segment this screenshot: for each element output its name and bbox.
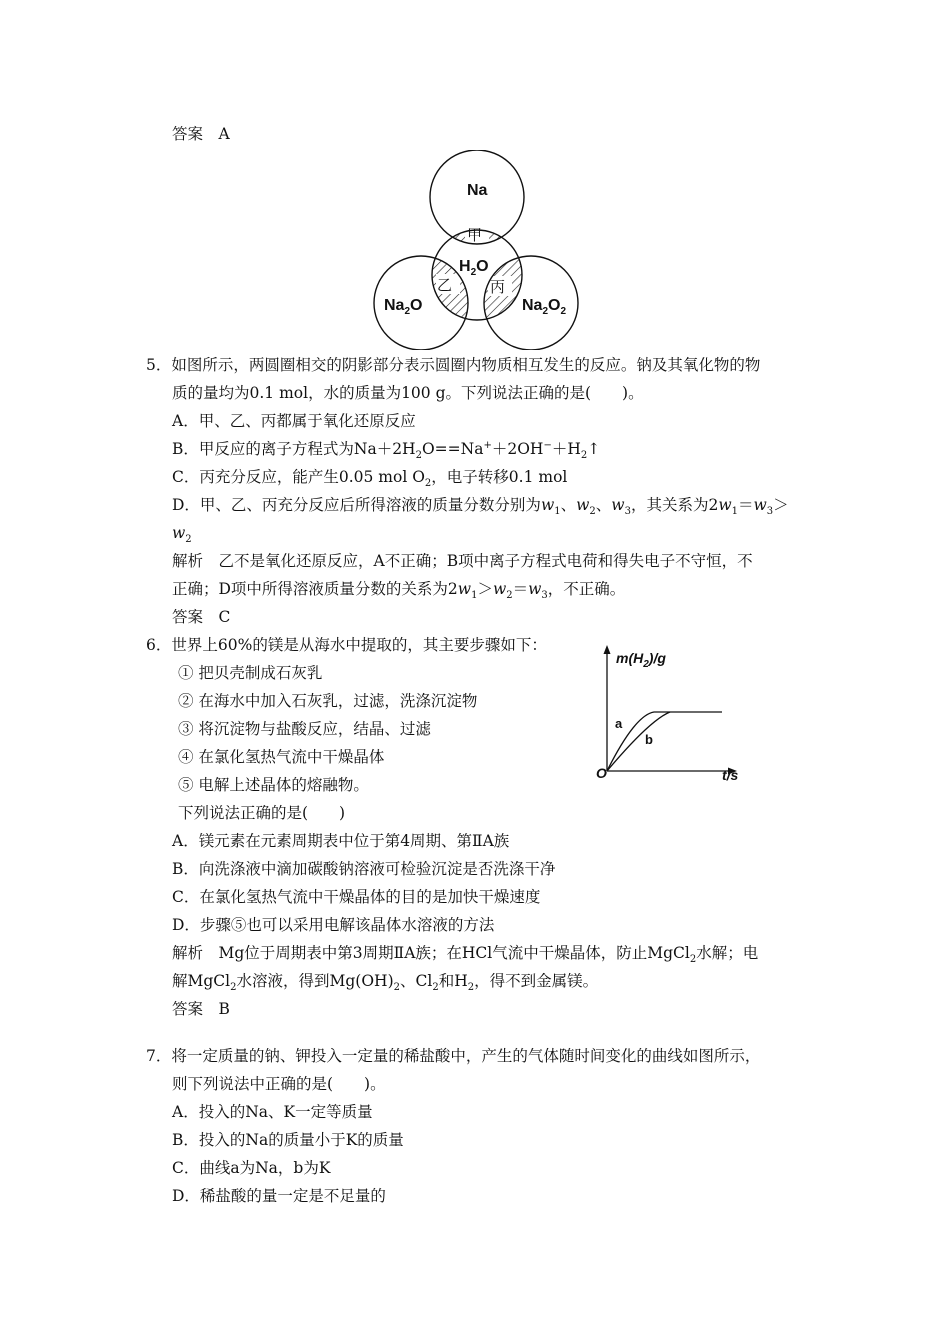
q5-option-d: D．甲、乙、丙充分反应后所得溶液的质量分数分别为$w_1$、$w_2$、$w_3$，其关系为$2w_1=w_3>$ (172, 496, 789, 518)
q7-stem-line1: 7．将一定质量的钠、钾投入一定量的稀盐酸中，产生的气体随时间变化的曲线如图所示， (146, 1047, 761, 1065)
q7-stem-line2: 则下列说法中正确的是( )。 (172, 1075, 386, 1093)
q5-explanation-line1: 解析 乙不是氧化还原反应，A不正确；B项中离子方程式电荷和得失电子不守恒，不 (172, 552, 753, 570)
q6-step-2: ② 在海水中加入石灰乳，过滤，洗涤沉淀物 (178, 692, 478, 710)
q5-stem-line1: 5．如图所示，两圆圈相交的阴影部分表示圆圈内物质相互发生的反应。钠及其氧化物的物 (146, 356, 761, 374)
q5-stem-line2: 质的量均为0.1 mol，水的质量为100 g。下列说法正确的是( )。 (172, 384, 644, 402)
label-na: Na (467, 182, 488, 199)
answer-prev: 答案 A (172, 125, 230, 143)
q6-step-4: ④ 在氯化氢热气流中干燥晶体 (178, 748, 385, 766)
q6-answer: 答案 B (172, 1000, 230, 1018)
q6-option-b: B．向洗涤液中滴加碳酸钠溶液可检验沉淀是否洗涤干净 (172, 860, 556, 878)
q7-option-c: C．曲线a为Na，b为K (172, 1159, 331, 1177)
q5-explanation-line2: 正确；D项中所得溶液质量分数的关系为$2w_1>w_2=w_3$，不正确。 (172, 580, 626, 602)
q6-option-c: C．在氯化氢热气流中干燥晶体的目的是加快干燥速度 (172, 888, 541, 906)
graph-x-label: t/s (722, 767, 739, 783)
q5-answer: 答案 C (172, 608, 231, 626)
graph-curve-a-label: a (615, 716, 623, 731)
graph-y-label: $m(H_2)/g$ (616, 650, 666, 670)
graph-origin: O (596, 765, 607, 781)
q6-explanation-line1: 解析 Mg位于周期表中第3周期ⅡA族；在HCl气流中干燥晶体，防止MgCl$_2$水解；电 (172, 944, 759, 966)
q5-option-d-cont: $w_2$ (172, 524, 192, 546)
label-h2o: $H_2O$ (459, 258, 489, 279)
q6-step-1: ① 把贝壳制成石灰乳 (178, 664, 323, 682)
label-jia: 甲 (467, 226, 483, 244)
graph-curve-b-label: b (645, 732, 653, 747)
label-bing: 丙 (490, 278, 506, 296)
q6-step-5: ⑤ 电解上述晶体的熔融物。 (178, 776, 369, 794)
q7-option-b: B．投入的Na的质量小于K的质量 (172, 1131, 404, 1149)
q6-question: 下列说法正确的是( ) (178, 804, 346, 822)
q6-stem: 6．世界上60%的镁是从海水中提取的，其主要步骤如下： (146, 636, 547, 654)
q5-option-b: B．甲反应的离子方程式为$Na+2H_2O==Na^++2OH^-+H_2↑$ (172, 439, 601, 462)
q5-option-c: C．丙充分反应，能产生0.05 mol $O_2$，电子转移0.1 mol (172, 468, 568, 490)
q7-option-a: A．投入的Na、K一定等质量 (172, 1103, 373, 1121)
label-na2o: $Na_2O$ (384, 297, 423, 318)
q6-step-3: ③ 将沉淀物与盐酸反应，结晶、过滤 (178, 720, 431, 738)
venn-diagram (365, 150, 595, 350)
q6-explanation-line2: 解MgCl$_2$水溶液，得到$Mg(OH)_2$、$Cl_2$和$H_2$，得不到金属镁。 (172, 972, 599, 994)
q6-option-a: A．镁元素在元素周期表中位于第4周期、第ⅡA族 (172, 832, 510, 850)
q7-option-d: D．稀盐酸的量一定是不足量的 (172, 1187, 386, 1205)
q5-option-a: A．甲、乙、丙都属于氧化还原反应 (172, 412, 416, 430)
y-axis-arrow (604, 645, 611, 654)
curve-a (607, 712, 722, 771)
q6-option-d: D．步骤⑤也可以采用电解该晶体水溶液的方法 (172, 916, 495, 934)
label-yi: 乙 (437, 276, 453, 294)
label-na2o2: $Na_2O_2$ (522, 297, 567, 318)
